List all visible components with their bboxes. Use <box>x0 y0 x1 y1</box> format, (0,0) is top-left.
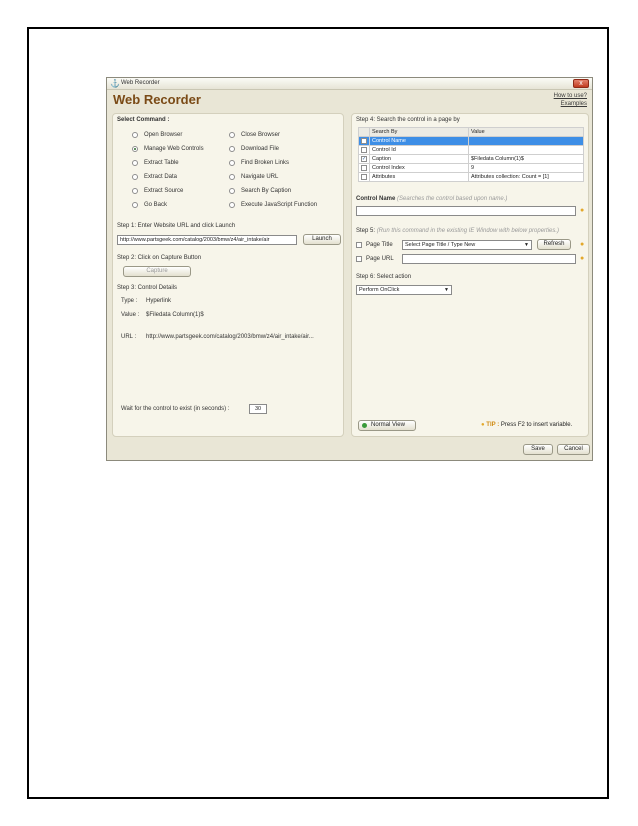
step6-label: Step 6: Select action <box>356 274 412 280</box>
step5-label: Step 5: <box>356 228 376 234</box>
radio-extract-data[interactable] <box>132 174 138 180</box>
lightbulb-icon[interactable]: ● <box>580 255 585 262</box>
save-button[interactable]: Save <box>523 444 553 455</box>
grid-cell-value[interactable] <box>469 137 584 146</box>
type-label: Type : <box>121 298 138 304</box>
cancel-button[interactable]: Cancel <box>557 444 590 455</box>
select-command-title: Select Command : <box>117 117 170 123</box>
action-select-value: Perform OnClick <box>359 287 400 293</box>
wait-seconds-input[interactable]: 30 <box>249 404 267 414</box>
step2-label: Step 2: Click on Capture Button <box>117 255 202 261</box>
launch-button[interactable]: Launch <box>303 234 341 245</box>
grid-cell-name: Control Index <box>370 164 469 173</box>
radio-label-close-browser: Close Browser <box>241 132 281 138</box>
control-name-input[interactable] <box>356 206 576 216</box>
how-to-use-link[interactable]: How to use? <box>553 93 587 99</box>
title-bar <box>107 78 592 90</box>
search-by-grid <box>358 127 584 182</box>
radio-label-navigate-url: Navigate URL <box>241 174 279 180</box>
grid-cell-checkbox[interactable] <box>359 155 370 164</box>
step5-hint: (Run this command in the existing IE Window with below properties.) <box>376 228 560 234</box>
grid-row-control-name[interactable] <box>359 137 584 146</box>
grid-header-checkbox-col <box>359 128 370 137</box>
radio-label-open-browser: Open Browser <box>144 132 183 138</box>
url-label: URL : <box>121 334 137 340</box>
grid-row-control-id[interactable] <box>359 146 584 155</box>
normal-view-icon <box>362 423 367 428</box>
radio-download-file[interactable] <box>229 146 235 152</box>
radio-label-extract-source: Extract Source <box>144 188 184 194</box>
checkbox-attributes[interactable] <box>361 174 367 180</box>
checkbox-control-name[interactable] <box>361 138 367 144</box>
web-recorder-window <box>106 77 593 461</box>
chevron-down-icon: ▼ <box>444 287 449 293</box>
page-url-label: Page URL <box>366 256 394 262</box>
radio-label-execute-javascript: Execute JavaScript Function <box>241 202 318 208</box>
radio-label-manage-web-controls: Manage Web Controls <box>144 146 204 152</box>
radio-open-browser[interactable] <box>132 132 138 138</box>
grid-row-caption[interactable] <box>359 155 584 164</box>
grid-cell-checkbox[interactable] <box>359 173 370 182</box>
radio-label-find-broken-links: Find Broken Links <box>241 160 290 166</box>
radio-navigate-url[interactable] <box>229 174 235 180</box>
grid-cell-checkbox[interactable] <box>359 137 370 146</box>
control-name-row <box>356 196 507 202</box>
tip-label: TIP : <box>486 422 500 428</box>
grid-row-attributes[interactable] <box>359 173 584 182</box>
help-links <box>554 92 587 108</box>
radio-search-by-caption[interactable] <box>229 188 235 194</box>
radio-label-download-file: Download File <box>241 146 280 152</box>
radio-label-extract-table: Extract Table <box>144 160 179 166</box>
website-url-input[interactable]: http://www.partsgeek.com/catalog/2003/bmw/z4/air_intake/air <box>117 235 297 245</box>
app-icon: ⚓ <box>110 79 120 88</box>
grid-row-control-index[interactable] <box>359 164 584 173</box>
normal-view-button[interactable] <box>358 420 416 431</box>
grid-cell-value[interactable] <box>469 146 584 155</box>
header-title: Web Recorder <box>113 92 201 107</box>
lightbulb-icon[interactable]: ● <box>580 241 585 248</box>
page-title-label: Page Title <box>366 242 393 248</box>
control-name-hint: (Searches the control based upon name.) <box>397 196 508 202</box>
radio-find-broken-links[interactable] <box>229 160 235 166</box>
radio-go-back[interactable] <box>132 202 138 208</box>
grid-cell-name: Attributes <box>370 173 469 182</box>
capture-button[interactable]: Capture <box>123 266 191 277</box>
step3-label: Step 3: Control Details <box>117 285 178 291</box>
value-label: Value : <box>121 312 140 318</box>
grid-header-search-by: Search By <box>370 128 469 137</box>
action-select[interactable] <box>356 285 452 295</box>
radio-manage-web-controls[interactable] <box>132 146 138 152</box>
radio-extract-source[interactable] <box>132 188 138 194</box>
radio-label-go-back: Go Back <box>144 202 168 208</box>
grid-header-row <box>359 128 584 137</box>
radio-label-search-by-caption: Search By Caption <box>241 188 292 194</box>
lightbulb-icon[interactable]: ● <box>580 207 585 214</box>
grid-cell-value[interactable]: $Filedata Column(1)$ <box>469 155 584 164</box>
grid-cell-checkbox[interactable] <box>359 146 370 155</box>
left-panel <box>112 113 344 437</box>
step4-label: Step 4: Search the control in a page by <box>356 117 460 123</box>
grid-cell-value[interactable]: Attributes collection: Count = [1] <box>469 173 584 182</box>
step1-label: Step 1: Enter Website URL and click Launch <box>117 223 236 229</box>
page-url-checkbox[interactable] <box>356 256 362 262</box>
grid-header-value: Value <box>469 128 584 137</box>
type-value: Hyperlink <box>146 298 172 304</box>
checkbox-control-id[interactable] <box>361 147 367 153</box>
step5-row <box>356 228 559 234</box>
radio-label-extract-data: Extract Data <box>144 174 178 180</box>
page-title-select[interactable] <box>402 240 532 250</box>
tip-text <box>481 422 572 428</box>
grid-cell-checkbox[interactable] <box>359 164 370 173</box>
right-panel <box>351 113 589 437</box>
close-button[interactable]: x <box>573 79 589 88</box>
tip-message: Press F2 to insert variable. <box>500 422 573 428</box>
refresh-button[interactable]: Refresh <box>537 239 571 250</box>
normal-view-label: Normal View <box>371 422 405 428</box>
examples-link[interactable]: Examples <box>560 101 587 107</box>
radio-execute-javascript[interactable] <box>229 202 235 208</box>
page-url-input[interactable] <box>402 254 576 264</box>
tip-lightbulb-icon: ● <box>481 422 485 428</box>
chevron-down-icon: ▼ <box>524 242 529 248</box>
page-title-select-value: Select Page Title / Type New <box>405 242 476 248</box>
value-value: $Filedata Column(1)$ <box>146 312 204 318</box>
radio-close-browser[interactable] <box>229 132 235 138</box>
grid-cell-name: Control Id <box>370 146 469 155</box>
url-value: http://www.partsgeek.com/catalog/2003/bmw/z4/air_intake/air... <box>146 334 314 340</box>
control-name-label: Control Name <box>356 196 396 202</box>
grid-cell-name: Caption <box>370 155 469 164</box>
grid-cell-value[interactable]: 9 <box>469 164 584 173</box>
page-title-checkbox[interactable] <box>356 242 362 248</box>
window-title: Web Recorder <box>121 80 160 86</box>
radio-extract-table[interactable] <box>132 160 138 166</box>
checkbox-caption[interactable]: ✓ <box>362 155 367 162</box>
wait-label: Wait for the control to exist (in seconds) : <box>121 406 230 412</box>
checkbox-control-index[interactable] <box>361 165 367 171</box>
grid-cell-name: Control Name <box>370 137 469 146</box>
